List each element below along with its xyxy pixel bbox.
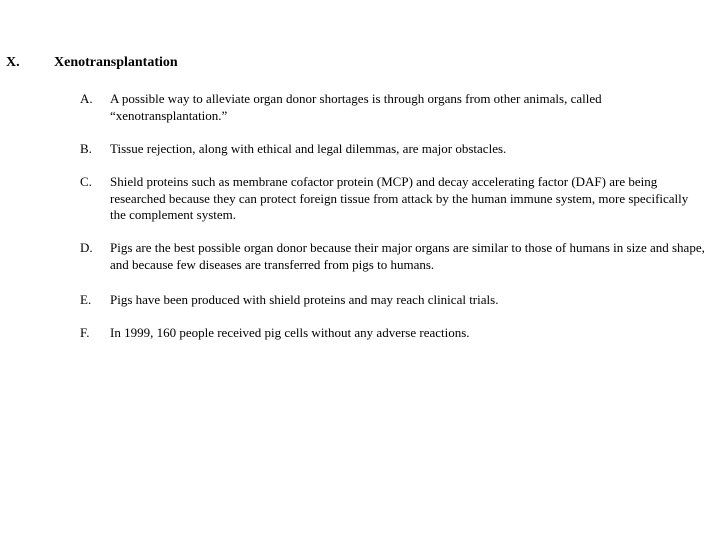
- item-letter: F.: [80, 325, 90, 340]
- item-text: Pigs are the best possible organ donor because their major organs are similar to those of humans in size and shape, and because few diseases are transferred from pigs to humans.: [110, 240, 705, 272]
- list-item-d: [80, 240, 706, 273]
- list-item-c: [80, 174, 706, 224]
- list-item-a: [80, 91, 706, 124]
- section-number: X.: [6, 55, 20, 70]
- section-title: Xenotransplantation: [54, 55, 178, 70]
- list-item-e: [80, 292, 706, 309]
- item-text: Tissue rejection, along with ethical and legal dilemmas, are major obstacles.: [110, 141, 507, 156]
- item-text: A possible way to alleviate organ donor shortages is through organs from other animals, called “xenotransplantation.”: [110, 91, 602, 123]
- item-letter: B.: [80, 141, 92, 156]
- item-text: In 1999, 160 people received pig cells without any adverse reactions.: [110, 325, 470, 340]
- list-item-b: [80, 141, 706, 158]
- item-text: Shield proteins such as membrane cofactor protein (MCP) and decay accelerating factor (DAF) are being researched because they can protect foreign tissue from attack by the human immune system, more specifically the complement system.: [110, 174, 689, 222]
- list-item-f: [80, 325, 706, 342]
- item-letter: E.: [80, 292, 92, 307]
- item-text: Pigs have been produced with shield proteins and may reach clinical trials.: [110, 292, 499, 307]
- item-letter: C.: [80, 174, 92, 189]
- item-letter: D.: [80, 240, 93, 255]
- item-letter: A.: [80, 91, 93, 106]
